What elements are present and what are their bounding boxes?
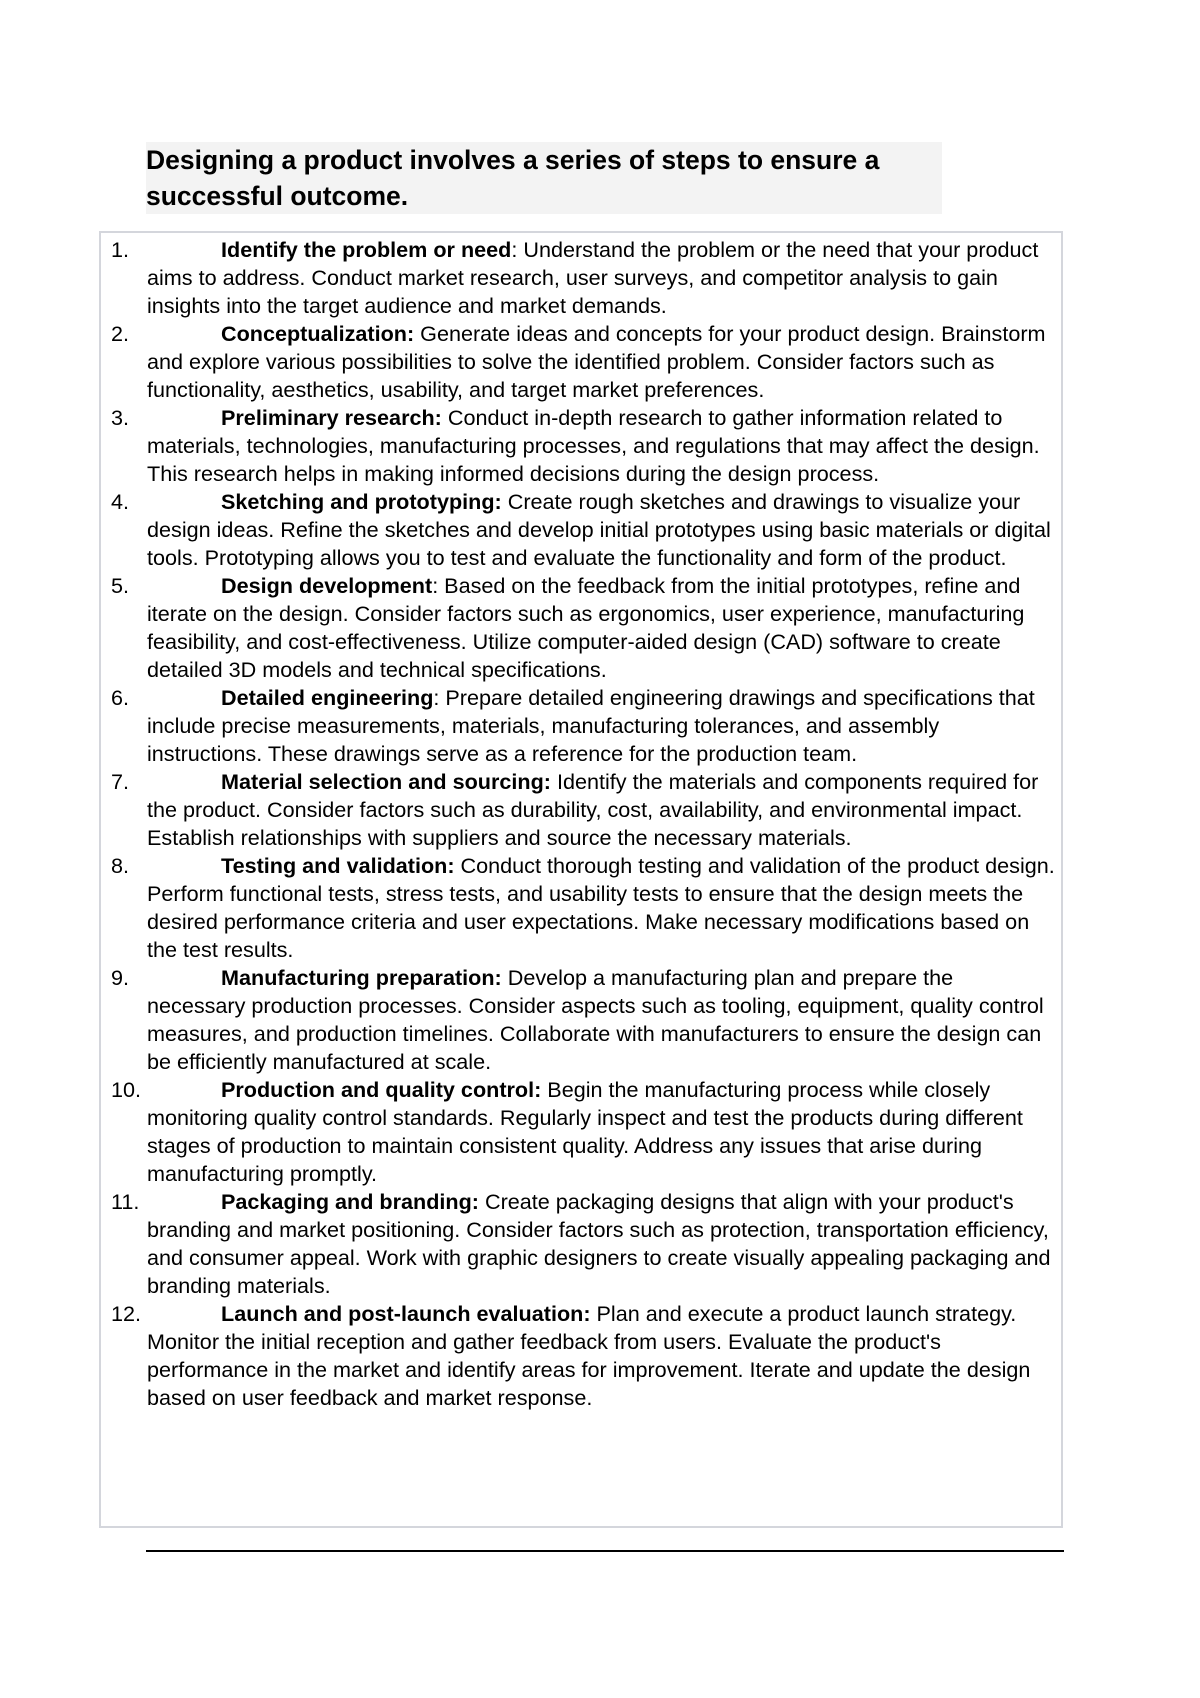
step-item bbox=[101, 852, 1061, 964]
horizontal-rule bbox=[146, 1550, 1064, 1552]
step-title: Manufacturing preparation: bbox=[221, 965, 502, 990]
step-title: Material selection and sourcing: bbox=[221, 769, 551, 794]
step-text: Begin the manufacturing process while closely monitoring quality control standards. Regularly inspect and test the products during different stages of production to maintain consistent quality. Address any issues that arise during manufacturing promptly. bbox=[147, 1077, 1023, 1186]
step-item bbox=[101, 1300, 1061, 1412]
step-separator: : bbox=[433, 685, 440, 710]
step-separator: : bbox=[432, 573, 439, 598]
step-title: Production and quality control: bbox=[221, 1077, 542, 1102]
step-title: Packaging and branding: bbox=[221, 1189, 479, 1214]
step-number: 3. bbox=[111, 405, 130, 430]
step-item bbox=[101, 684, 1061, 768]
step-item bbox=[101, 404, 1061, 488]
step-number: 4. bbox=[111, 489, 130, 514]
step-separator: : bbox=[511, 237, 518, 262]
step-text: Prepare detailed engineering drawings and specifications that include precise measurements, materials, manufacturing tolerances, and assembly instructions. These drawings serve as a reference for the production team. bbox=[147, 685, 1035, 766]
steps-box bbox=[99, 231, 1063, 1528]
step-item bbox=[101, 1188, 1061, 1300]
step-item bbox=[101, 572, 1061, 684]
step-number: 6. bbox=[111, 685, 130, 710]
step-number: 2. bbox=[111, 321, 130, 346]
step-text: Identify the materials and components required for the product. Consider factors such as durability, cost, availability, and environmental impact. Establish relationships with suppliers and source the necessary materials. bbox=[147, 769, 1039, 850]
step-number: 11. bbox=[111, 1189, 140, 1214]
step-number: 10. bbox=[111, 1077, 142, 1102]
step-text: Generate ideas and concepts for your product design. Brainstorm and explore various possibilities to solve the identified problem. Consider factors such as functionality, aesthetics, usability, and target market preferences. bbox=[147, 321, 1046, 402]
step-text: Understand the problem or the need that your product aims to address. Conduct market research, user surveys, and competitor analysis to gain insights into the target audience and market demands. bbox=[147, 237, 1039, 318]
step-text: Create rough sketches and drawings to visualize your design ideas. Refine the sketches and develop initial prototypes using basic materials or digital tools. Prototyping allows you to test and evaluate the functionality and form of the product. bbox=[147, 489, 1051, 570]
step-title: Sketching and prototyping: bbox=[221, 489, 502, 514]
step-text: Create packaging designs that align with your product's branding and market positioning. Consider factors such as protection, transportation efficiency, and consumer appeal. Work with graphic designers to create visually appealing packaging and branding materials. bbox=[147, 1189, 1051, 1298]
step-number: 5. bbox=[111, 573, 130, 598]
step-number: 12. bbox=[111, 1301, 142, 1326]
step-title: Testing and validation: bbox=[221, 853, 455, 878]
step-number: 9. bbox=[111, 965, 130, 990]
step-item bbox=[101, 1076, 1061, 1188]
step-title: Preliminary research: bbox=[221, 405, 442, 430]
step-number: 7. bbox=[111, 769, 130, 794]
steps-list bbox=[101, 236, 1061, 1412]
step-title: Design development bbox=[221, 573, 433, 598]
step-title: Detailed engineering bbox=[221, 685, 434, 710]
step-title: Conceptualization: bbox=[221, 321, 415, 346]
step-text: Plan and execute a product launch strategy. Monitor the initial reception and gather feedback from users. Evaluate the product's performance in the market and identify areas for improvement. Iterate and update the design based on user feedback and market response. bbox=[147, 1301, 1031, 1410]
step-item bbox=[101, 768, 1061, 852]
step-text: Conduct in-depth research to gather information related to materials, technologies, manufacturing processes, and regulations that may affect the design. This research helps in making informed decisions during the design process. bbox=[147, 405, 1040, 486]
step-text: Based on the feedback from the initial prototypes, refine and iterate on the design. Consider factors such as ergonomics, user experience, manufacturing feasibility, and cost-effectiveness. Utilize computer-aided design (CAD) software to create detailed 3D models and technical specifications. bbox=[147, 573, 1025, 682]
step-number: 1. bbox=[111, 237, 130, 262]
step-item bbox=[101, 964, 1061, 1076]
document-title: Designing a product involves a series of steps to ensure a successful outcome. bbox=[146, 142, 942, 214]
step-number: 8. bbox=[111, 853, 130, 878]
step-item bbox=[101, 320, 1061, 404]
step-item bbox=[101, 236, 1061, 320]
step-item bbox=[101, 488, 1061, 572]
step-title: Identify the problem or need bbox=[221, 237, 512, 262]
step-text: Develop a manufacturing plan and prepare the necessary production processes. Consider aspects such as tooling, equipment, quality control measures, and production timelines. Collaborate with manufacturers to ensure the design can be efficiently manufactured at scale. bbox=[147, 965, 1044, 1074]
step-title: Launch and post-launch evaluation: bbox=[221, 1301, 591, 1326]
step-text: Conduct thorough testing and validation of the product design. Perform functional tests, stress tests, and usability tests to ensure that the design meets the desired performance criteria and user expectations. Make necessary modifications based on the test results. bbox=[147, 853, 1055, 962]
